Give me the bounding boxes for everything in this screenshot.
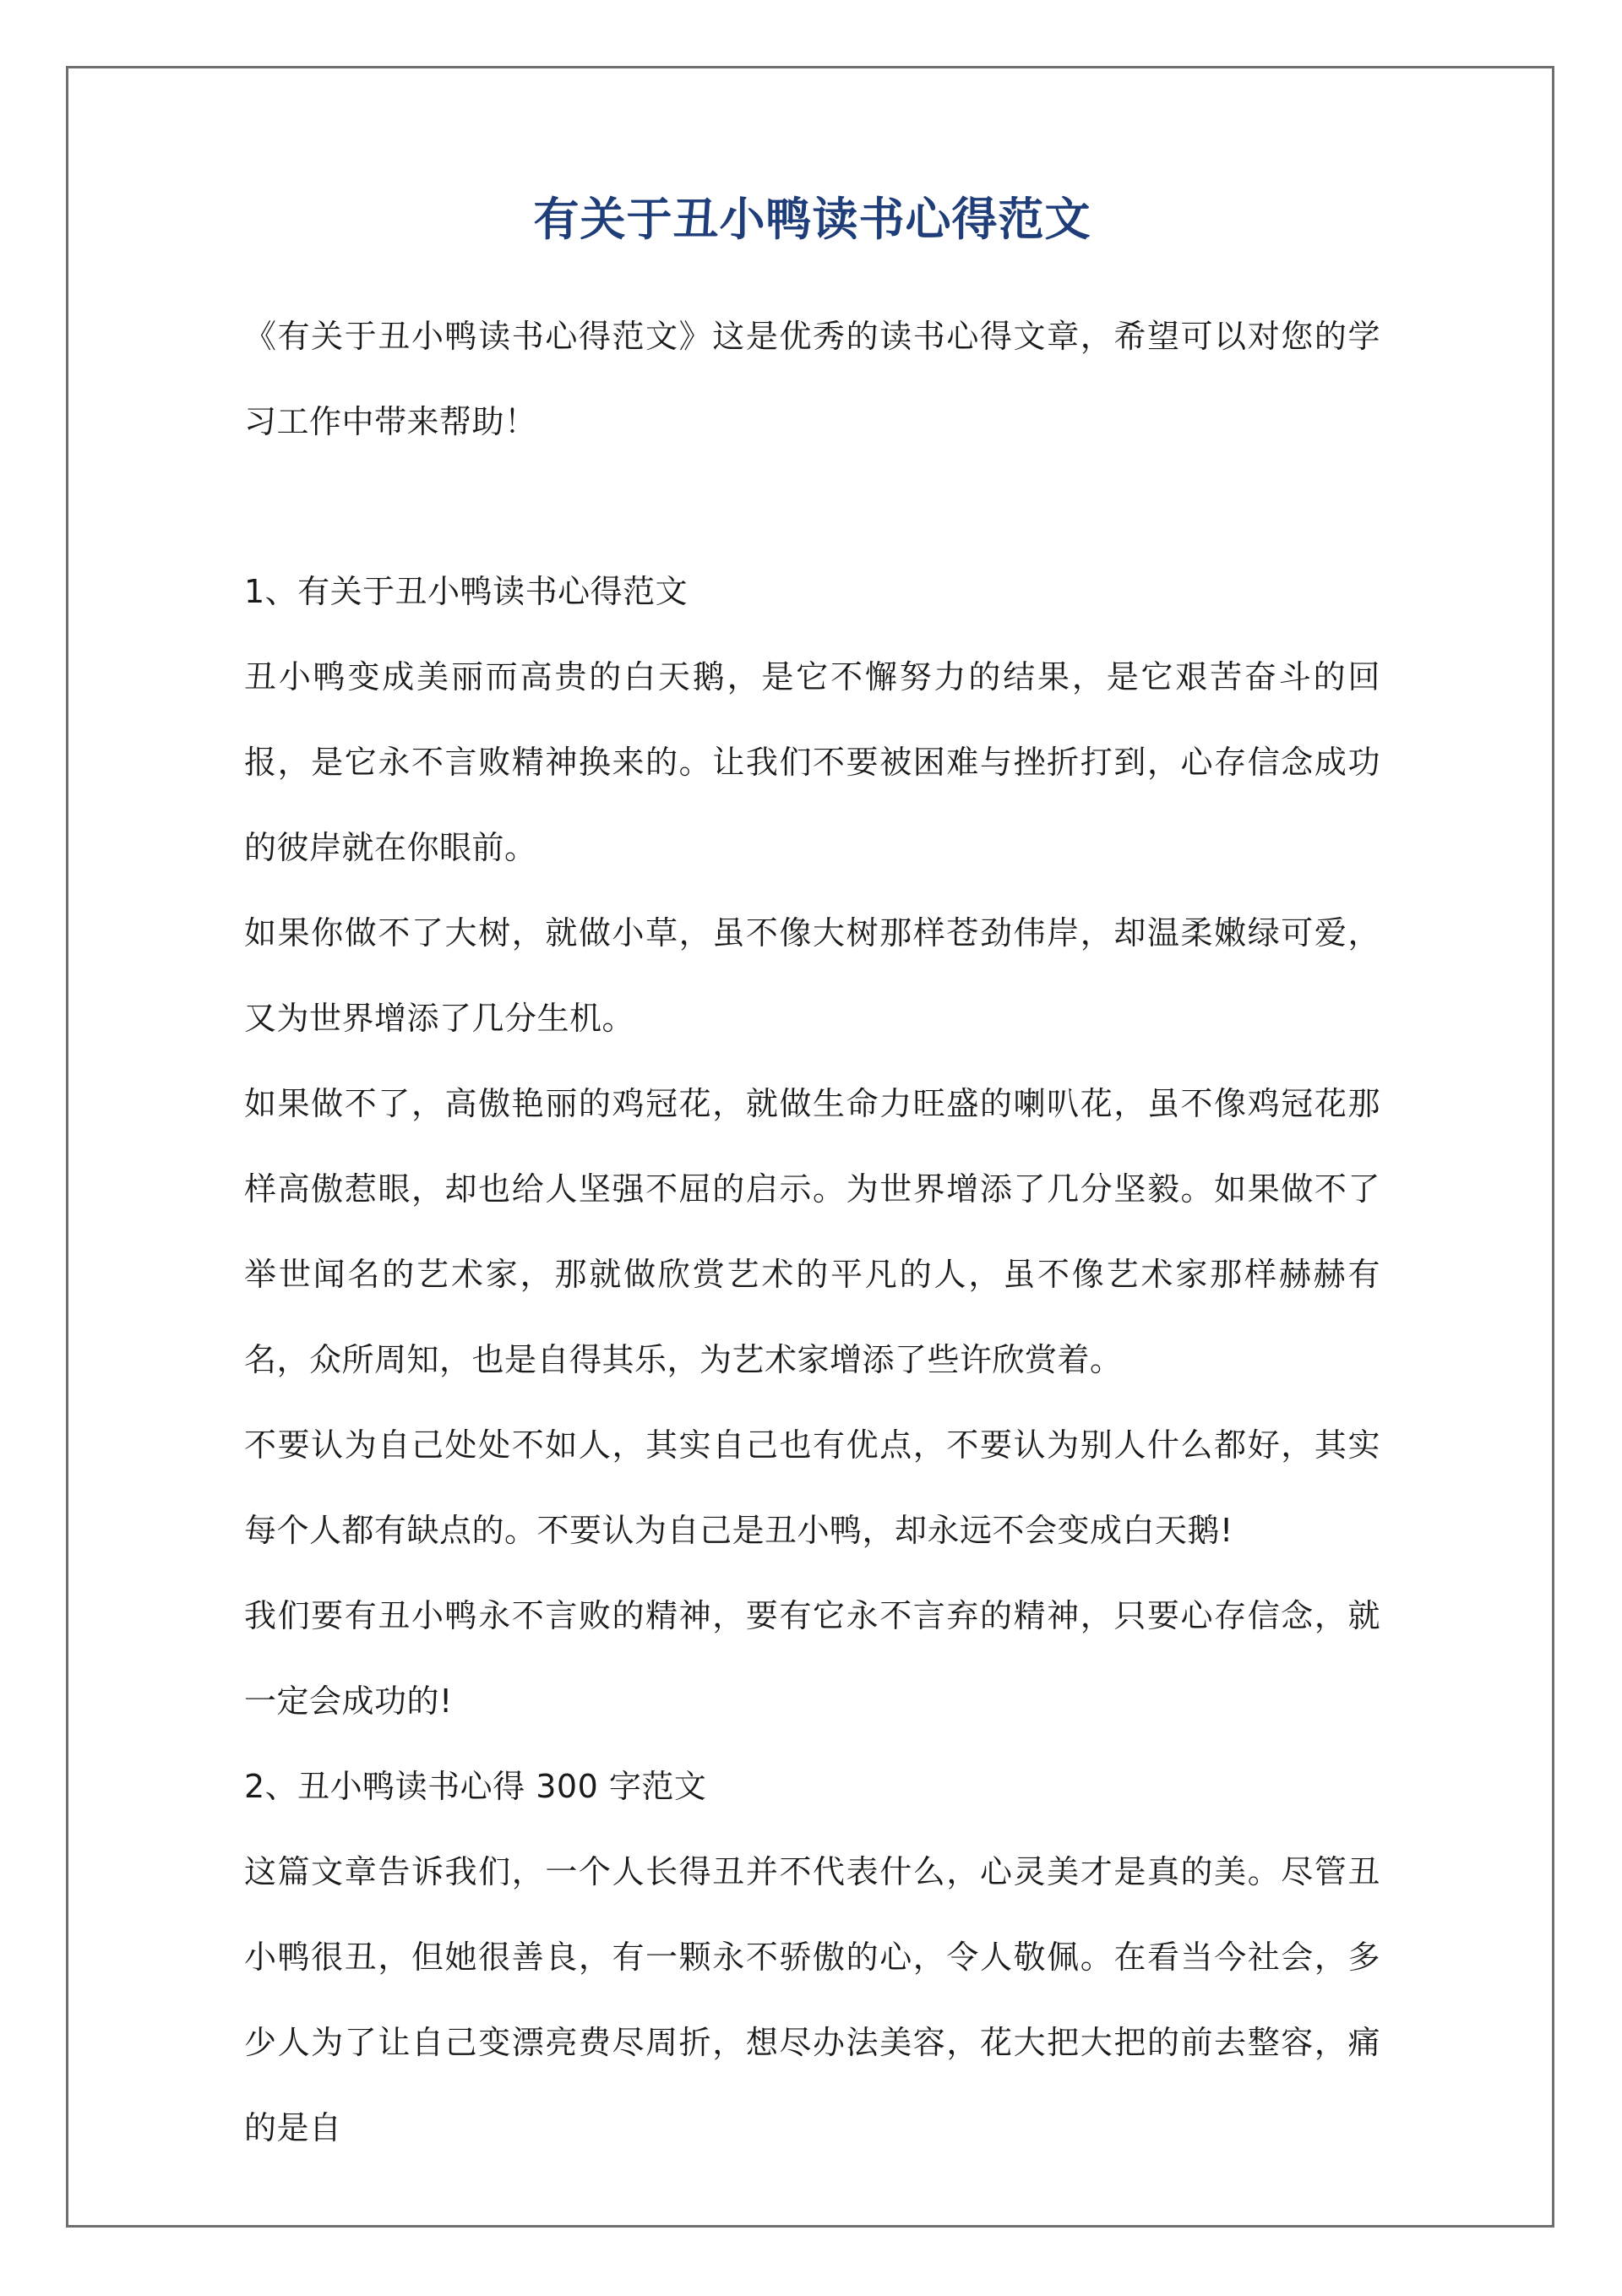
section-1-paragraph: 如果做不了，高傲艳丽的鸡冠花，就做生命力旺盛的喇叭花，虽不像鸡冠花那样高傲惹眼，却也给人坚强不屈的启示。为世界增添了几分坚毅。如果做不了举世闻名的艺术家，那就做欣赏艺术的平凡的人，虽不像艺术家那样赫赫有名，众所周知，也是自得其乐，为艺术家增添了些许欣赏着。 [244, 1084, 1380, 1378]
section-1-paragraph: 如果你做不了大树，就做小草，虽不像大树那样苍劲伟岸，却温柔嫩绿可爱，又为世界增添了几分生机。 [244, 913, 1380, 1037]
section-1-paragraph: 丑小鸭变成美丽而高贵的白天鹅，是它不懈努力的结果，是它艰苦奋斗的回报，是它永不言败精神换来的。让我们不要被困难与挫折打到，心存信念成功的彼岸就在你眼前。 [244, 657, 1380, 866]
document-title: 有关于丑小鸭读书心得范文 [533, 193, 1091, 246]
section-1-heading: 1、有关于丑小鸭读书心得范文 [244, 572, 689, 610]
section-1-paragraph: 不要认为自己处处不如人，其实自己也有优点，不要认为别人什么都好，其实每个人都有缺点的。不要认为自己是丑小鸭，却永远不会变成白天鹅! [244, 1426, 1380, 1549]
section-2-heading: 2、丑小鸭读书心得 300 字范文 [244, 1767, 707, 1805]
intro-paragraph: 《有关于丑小鸭读书心得范文》这是优秀的读书心得文章，希望可以对您的学习工作中带来帮助！ [244, 317, 1380, 440]
section-1-paragraph: 我们要有丑小鸭永不言败的精神，要有它永不言弃的精神，只要心存信念，就一定会成功的! [244, 1596, 1380, 1720]
section-2-paragraph: 这篇文章告诉我们，一个人长得丑并不代表什么，心灵美才是真的美。尽管丑小鸭很丑，但她很善良，有一颗永不骄傲的心，令人敬佩。在看当今社会，多少人为了让自己变漂亮费尽周折，想尽办法美容，花大把大把的前去整容，痛的是自 [244, 1852, 1380, 2146]
document-body [244, 188, 1380, 2171]
blank-line [244, 465, 1380, 549]
